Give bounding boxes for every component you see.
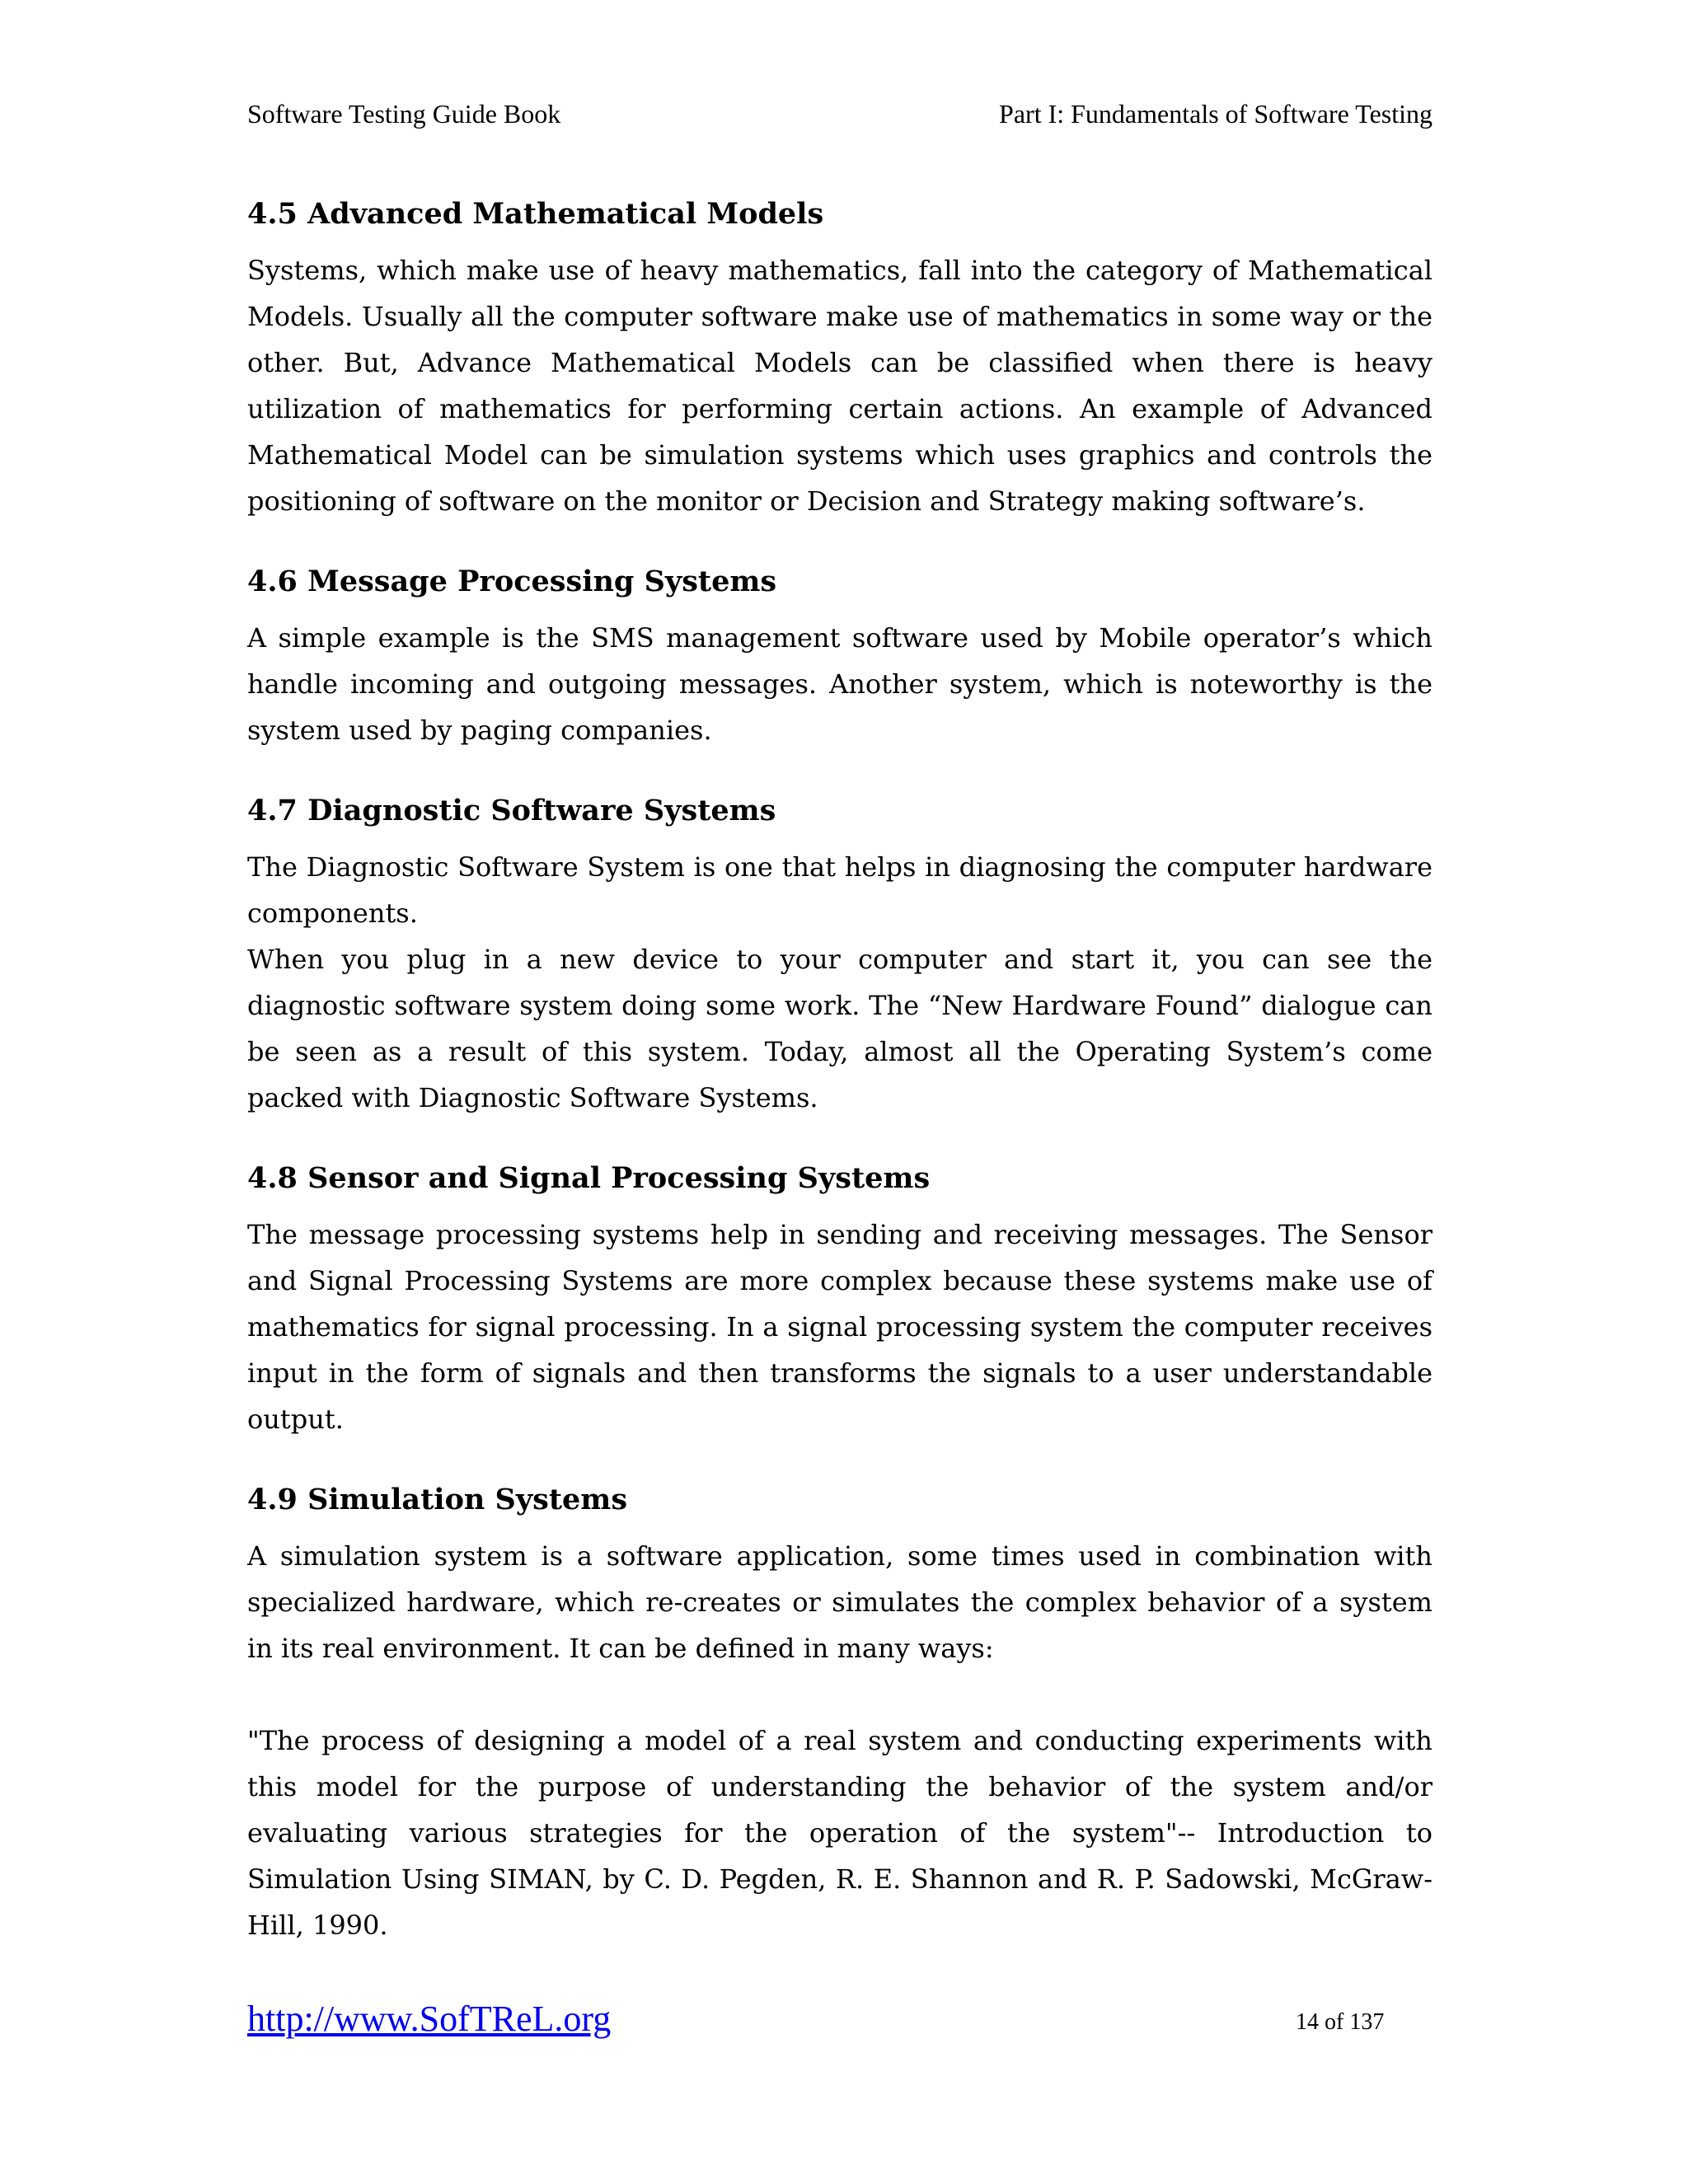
section-4-8 [247, 1155, 1432, 1442]
page-footer [247, 1996, 1432, 2046]
website-link[interactable]: http://www.SofTReL.org [247, 1999, 612, 2039]
quotation-paragraph: "The process of designing a model of a real system and conducting experiments with this model for the purpose of understanding the behavior of the system and/or evaluating various strategies for the operation of the system"-- Introduction to Simulation Using SIMAN, by C. D. Pegden, R. E. Shannon and R. P. Sadowski, McGraw-Hill, 1990. [247, 1725, 1432, 1941]
page-content [247, 191, 1432, 1983]
page-header [247, 97, 1432, 130]
section-heading: 4.7 Diagnostic Software Systems [247, 794, 776, 827]
header-book-title: Software Testing Guide Book [247, 99, 561, 129]
page-number: 14 of 137 [1296, 2009, 1385, 2035]
paragraph: When you plug in a new device to your computer and start it, you can see the diagnostic software system doing some work. The “New Hardware Found” dialogue can be seen as a result of this system. Today, almost all the Operating System’s come packed with Diagnostic Software Systems. [247, 944, 1432, 1113]
section-4-5 [247, 191, 1432, 524]
section-4-7 [247, 788, 1432, 1121]
section-heading: 4.6 Message Processing Systems [247, 565, 777, 598]
paragraph-spacer [247, 1671, 1432, 1718]
section-heading: 4.5 Advanced Mathematical Models [247, 197, 824, 231]
section-4-6 [247, 559, 1432, 753]
header-part-title: Part I: Fundamentals of Software Testing [999, 99, 1432, 129]
section-heading: 4.9 Simulation Systems [247, 1483, 628, 1516]
paragraph: A simulation system is a software application, some times used in combination with specialized hardware, which re-creates or simulates the complex behavior of a system in its real environment. It can be defined in many ways: [247, 1540, 1432, 1664]
paragraph: The message processing systems help in sending and receiving messages. The Sensor and Signal Processing Systems are more complex because these systems make use of mathematics for signal processing. In a signal processing system the computer receives input in the form of signals and then transforms the signals to a user understandable output. [247, 1219, 1432, 1435]
section-4-9 [247, 1477, 1432, 1948]
section-heading: 4.8 Sensor and Signal Processing Systems [247, 1161, 931, 1195]
paragraph: Systems, which make use of heavy mathematics, fall into the category of Mathematical Models. Usually all the computer software make use of mathematics in some way or the other. But, Advance Mathematical Models can be classified when there is heavy utilization of mathematics for performing certain actions. An example of Advanced Mathematical Model can be simulation systems which uses graphics and controls the positioning of software on the monitor or Decision and Strategy making software’s. [247, 255, 1432, 517]
paragraph: A simple example is the SMS management software used by Mobile operator’s which handle incoming and outgoing messages. Another system, which is noteworthy is the system used by paging companies. [247, 622, 1432, 746]
paragraph: The Diagnostic Software System is one that helps in diagnosing the computer hardware components. [247, 851, 1432, 929]
